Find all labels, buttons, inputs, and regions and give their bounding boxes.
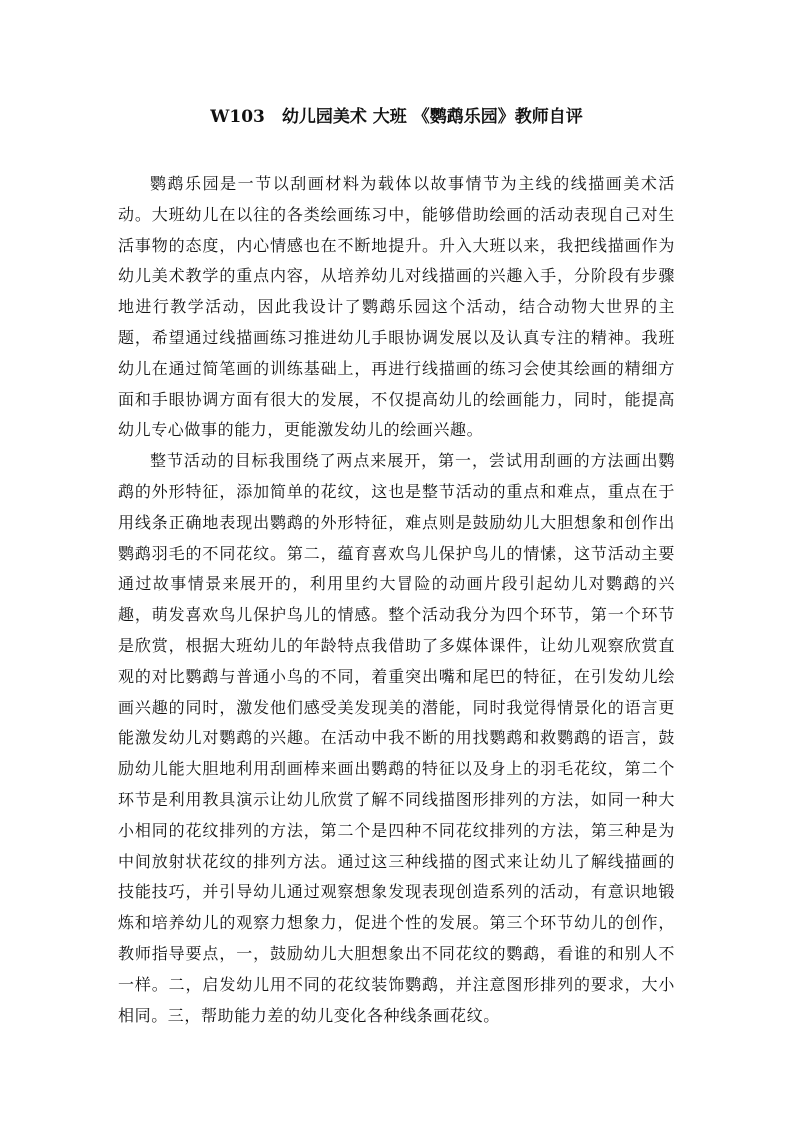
document-body — [118, 169, 675, 1031]
document-title: W103 幼儿园美术 大班 《鹦鹉乐园》教师自评 — [210, 107, 583, 127]
paragraph-introduction: 鹦鹉乐园是一节以刮画材料为载体以故事情节为主线的线描画美术活动。大班幼儿在以往的各类绘画练习中，能够借助绘画的活动表现自己对生活事物的态度，内心情感也在不断地提升。升入大班以来，我把线描画作为幼儿美术教学的重点内容，从培养幼儿对线描画的兴趣入手，分阶段有步骤地进行教学活动，因此我设计了鹦鹉乐园这个活动，结合动物大世界的主题，希望通过线描画练习推进幼儿手眼协调发展以及认真专注的精神。我班幼儿在通过简笔画的训练基础上，再进行线描画的练习会使其绘画的精细方面和手眼协调方面有很大的发展，不仅提高幼儿的绘画能力，同时，能提高幼儿专心做事的能力，更能激发幼儿的绘画兴趣。 — [118, 174, 675, 440]
paragraph-activity-goals: 整节活动的目标我围绕了两点来展开，第一，尝试用刮画的方法画出鹦鹉的外形特征，添加简单的花纹，这也是整节活动的重点和难点，重点在于用线条正确地表现出鹦鹉的外形特征，难点则是鼓励幼儿大胆想象和创作出鹦鹉羽毛的不同花纹。第二，蕴育喜欢鸟儿保护鸟儿的情愫，这节活动主要通过故事情景来展开的，利用里约大冒险的动画片段引起幼儿对鹦鹉的兴趣，萌发喜欢鸟儿保护鸟儿的情感。整个活动我分为四个环节，第一个环节是欣赏，根据大班幼儿的年龄特点我借助了多媒体课件，让幼儿观察欣赏直观的对比鹦鹉与普通小鸟的不同，着重突出嘴和尾巴的特征，在引发幼儿绘画兴趣的同时，激发他们感受美发现美的潜能，同时我觉得情景化的语言更能激发幼儿对鹦鹉的兴趣。在活动中我不断的用找鹦鹉和救鹦鹉的语言，鼓励幼儿能大胆地利用刮画棒来画出鹦鹉的特征以及身上的羽毛花纹，第二个环节是利用教具演示让幼儿欣赏了解不同线描图形排列的方法，如同一种大小相同的花纹排列的方法，第二个是四种不同花纹排列的方法，第三种是为中间放射状花纹的排列方法。通过这三种线描的图式来让幼儿了解线描画的技能技巧，并引导幼儿通过观察想象发现表现创造系列的活动，有意识地锻炼和培养幼儿的观察力想象力，促进个性的发展。第三个环节幼儿的创作，教师指导要点，一，鼓励幼儿大胆想象出不同花纹的鹦鹉，看谁的和别人不一样。二，启发幼儿用不同的花纹装饰鹦鹉，并注意图形排列的要求，大小相同。三，帮助能力差的幼儿变化各种线条画花纹。 — [118, 451, 675, 1025]
